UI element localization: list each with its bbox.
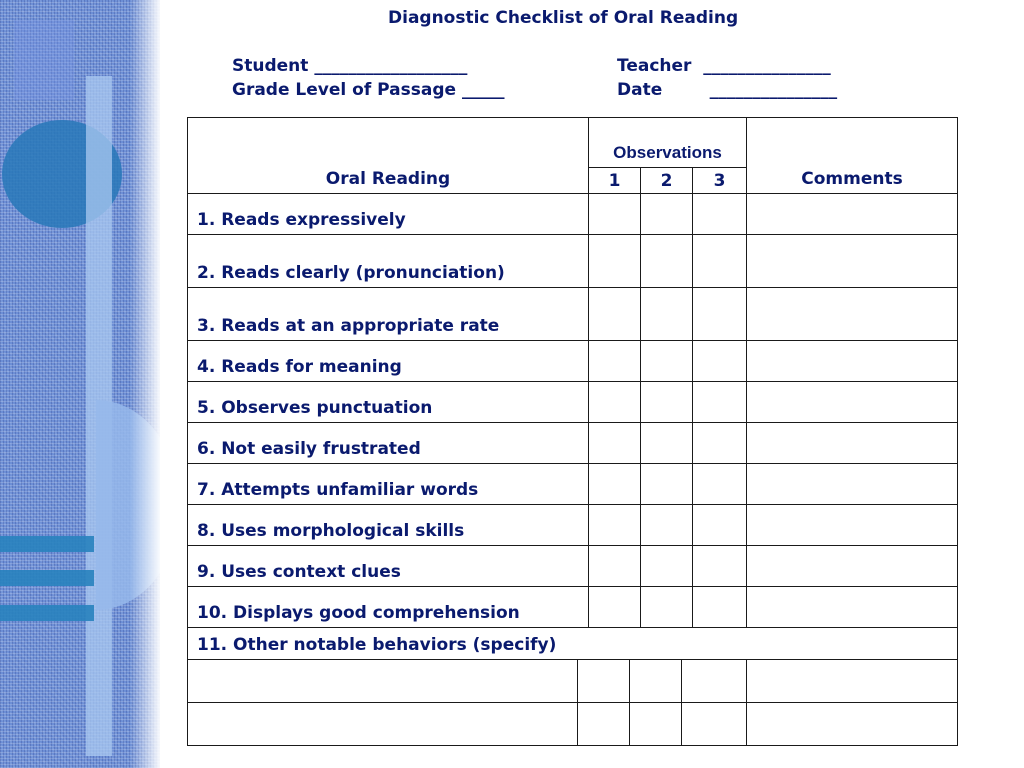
table-row: [188, 464, 958, 505]
observation-cell[interactable]: [693, 382, 747, 423]
behavior-label: 5. Observes punctuation: [188, 382, 589, 423]
table-row: [188, 382, 958, 423]
table-row: [188, 423, 958, 464]
observation-cell[interactable]: [589, 382, 641, 423]
behavior-entry-cell[interactable]: [188, 660, 578, 703]
observation-number: 3: [693, 168, 747, 194]
table-row: [188, 235, 958, 288]
other-behaviors-label: 11. Other notable behaviors (specify): [188, 628, 958, 660]
observation-cell[interactable]: [693, 546, 747, 587]
other-behaviors-row: [188, 628, 958, 660]
observation-cell[interactable]: [693, 423, 747, 464]
comment-cell[interactable]: [747, 505, 958, 546]
behavior-label: 10. Displays good comprehension: [188, 587, 589, 628]
comment-cell[interactable]: [747, 464, 958, 505]
observation-cell[interactable]: [589, 235, 641, 288]
observation-cell[interactable]: [578, 660, 630, 703]
decorative-band: [0, 570, 94, 586]
observation-cell[interactable]: [693, 464, 747, 505]
header-comments: Comments: [747, 118, 958, 194]
table-row: [188, 341, 958, 382]
observation-cell[interactable]: [641, 194, 693, 235]
grade-level-field[interactable]: Grade Level of Passage _____: [232, 80, 505, 100]
decorative-band: [0, 536, 94, 552]
observation-cell[interactable]: [589, 423, 641, 464]
observation-cell[interactable]: [578, 703, 630, 746]
observation-cell[interactable]: [589, 341, 641, 382]
observation-cell[interactable]: [589, 546, 641, 587]
observation-cell[interactable]: [693, 235, 747, 288]
observation-cell[interactable]: [682, 703, 747, 746]
table-row: [188, 703, 958, 746]
behavior-label: 7. Attempts unfamiliar words: [188, 464, 589, 505]
observation-number: 2: [641, 168, 693, 194]
table-row: [188, 587, 958, 628]
decorative-band: [0, 605, 94, 621]
decorative-square: [14, 20, 74, 100]
comment-cell[interactable]: [747, 423, 958, 464]
observation-cell[interactable]: [641, 341, 693, 382]
header-observations: Observations: [589, 118, 747, 168]
comment-cell[interactable]: [747, 587, 958, 628]
comment-cell[interactable]: [747, 660, 958, 703]
behavior-label: 2. Reads clearly (pronunciation): [188, 235, 589, 288]
table-row: [188, 194, 958, 235]
observation-cell[interactable]: [641, 505, 693, 546]
observation-cell[interactable]: [589, 587, 641, 628]
observation-cell[interactable]: [682, 660, 747, 703]
teacher-field[interactable]: Teacher _______________: [617, 56, 831, 76]
decorative-side-panel: [0, 0, 160, 768]
page-title: Diagnostic Checklist of Oral Reading: [388, 8, 739, 28]
comment-cell[interactable]: [747, 341, 958, 382]
observation-cell[interactable]: [693, 341, 747, 382]
table-row: [188, 288, 958, 341]
table-header-row: [188, 118, 958, 168]
observation-cell[interactable]: [641, 382, 693, 423]
behavior-label: 8. Uses morphological skills: [188, 505, 589, 546]
behavior-label: 6. Not easily frustrated: [188, 423, 589, 464]
observation-cell[interactable]: [589, 288, 641, 341]
observation-cell[interactable]: [630, 703, 682, 746]
comment-cell[interactable]: [747, 194, 958, 235]
observation-cell[interactable]: [641, 235, 693, 288]
observation-cell[interactable]: [693, 194, 747, 235]
observation-cell[interactable]: [693, 587, 747, 628]
observation-cell[interactable]: [589, 505, 641, 546]
behavior-label: 1. Reads expressively: [188, 194, 589, 235]
observation-cell[interactable]: [641, 464, 693, 505]
comment-cell[interactable]: [747, 235, 958, 288]
header-oral-reading: Oral Reading: [188, 118, 589, 194]
observation-cell[interactable]: [589, 194, 641, 235]
table-row: [188, 546, 958, 587]
observation-cell[interactable]: [641, 546, 693, 587]
behavior-label: 3. Reads at an appropriate rate: [188, 288, 589, 341]
behavior-label: 4. Reads for meaning: [188, 341, 589, 382]
comment-cell[interactable]: [747, 546, 958, 587]
observation-cell[interactable]: [693, 288, 747, 341]
behavior-entry-cell[interactable]: [188, 703, 578, 746]
behavior-label: 9. Uses context clues: [188, 546, 589, 587]
specify-behaviors-table: [187, 659, 958, 746]
comment-cell[interactable]: [747, 703, 958, 746]
observation-cell[interactable]: [641, 587, 693, 628]
table-row: [188, 660, 958, 703]
date-field[interactable]: Date _______________: [617, 80, 838, 100]
table-row: [188, 505, 958, 546]
checklist-table: [187, 117, 958, 660]
observation-number: 1: [589, 168, 641, 194]
student-field[interactable]: Student __________________: [232, 56, 468, 76]
comment-cell[interactable]: [747, 382, 958, 423]
observation-cell[interactable]: [589, 464, 641, 505]
observation-cell[interactable]: [641, 288, 693, 341]
observation-cell[interactable]: [630, 660, 682, 703]
observation-cell[interactable]: [693, 505, 747, 546]
decorative-fade: [130, 0, 160, 768]
observation-cell[interactable]: [641, 423, 693, 464]
comment-cell[interactable]: [747, 288, 958, 341]
